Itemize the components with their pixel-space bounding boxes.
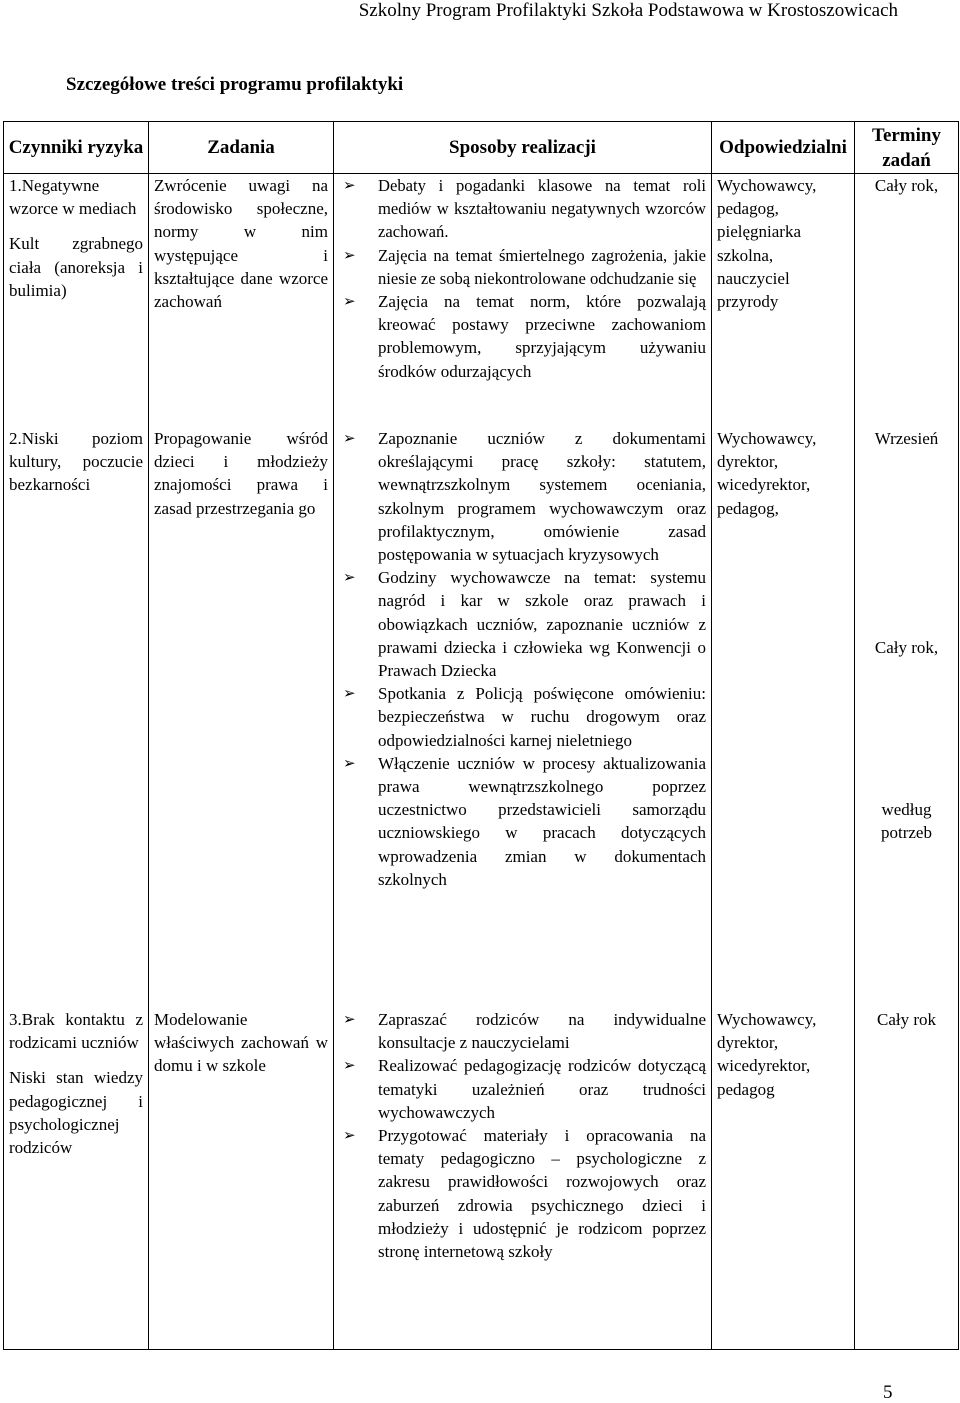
- method-text: Włączenie uczniów w procesy aktualizowania prawa wewnątrzszkolnego poprzez uczestnictwo przedstawicieli samorządu uczniowskiego w pracach dotyczących wprowadzenia zmian w dokumentach szkolnych: [378, 753, 706, 889]
- arrowhead-bullet-icon: ➢: [343, 429, 356, 447]
- deadline-1: Cały rok,: [874, 176, 939, 195]
- factor-3-lack-of-contact: 3.Brak kontaktu z rodzicami uczniów: [9, 1010, 143, 1053]
- factor-1-negative-models: 1.Negatywne wzorce w mediach: [9, 176, 137, 219]
- arrowhead-bullet-icon: ➢: [343, 176, 356, 194]
- method-text: Realizować pedagogizację rodziców dotyczącą tematyki uzależnień oraz trudności wychowawczych: [378, 1056, 706, 1122]
- page-number: 5: [883, 1382, 893, 1403]
- cell-zadania: [149, 174, 334, 1350]
- factor-3-parent-knowledge: Niski stan wiedzy pedagogicznej i psychologicznej rodziców: [9, 1068, 143, 1158]
- task-1: Zwrócenie uwagi na środowisko społeczne, normy w nim występujące i kształtujące dane wzorce zachowań: [154, 176, 328, 312]
- method-item: [339, 174, 706, 244]
- task-2: Propagowanie wśród dzieci i młodzieży znajomości prawa i zasad przestrzegania go: [154, 429, 328, 518]
- section-title: Szczegółowe treści programu profilaktyki: [66, 74, 404, 95]
- arrowhead-bullet-icon: ➢: [343, 753, 356, 772]
- method-item: [339, 427, 706, 566]
- header-zadania: Zadania: [149, 122, 334, 174]
- arrowhead-bullet-icon: ➢: [343, 1126, 356, 1145]
- method-item: [339, 1054, 706, 1124]
- cell-sposoby-realizacji: [334, 174, 712, 1350]
- method-text: Przygotować materiały i opracowania na tematy pedagogiczno – psychologiczne z zakresu prawidłowości rozwojowych oraz zaburzeń zdrowia psychicznego dzieci i młodzieży i udostępnić je rodzicom poprzez stronę internetową szkoły: [378, 1126, 706, 1262]
- method-text: Godziny wychowawcze na temat: systemu nagród i kar w szkole oraz prawach i obowiązkach uczniów, zapoznanie uczniów z prawami dziecka i człowieka wg Konwencji o Prawach Dziecka: [378, 568, 706, 681]
- methods-group-1: [339, 174, 706, 383]
- method-text: Zapoznanie uczniów z dokumentami określającymi pracę szkoły: statutem, wewnątrzszkolnym systemem oceniania, szkolnym programem wychowawczym oraz profilaktycznym, omówienie zasad postępowania w sytuacjach kryzysowych: [378, 429, 706, 565]
- factor-1: [9, 174, 143, 302]
- arrowhead-bullet-icon: ➢: [343, 568, 356, 587]
- arrowhead-bullet-icon: ➢: [343, 1010, 356, 1028]
- method-text: Zapraszać rodziców na indywidualne konsultacje z nauczycielami: [378, 1010, 706, 1053]
- method-text: Spotkania z Policją poświęcone omówieniu: bezpieczeństwa w ruchu drogowym oraz odpowiedzialności karnej nieletniego: [378, 684, 706, 750]
- header-czynniki-ryzyka: Czynniki ryzyka: [4, 122, 149, 174]
- arrowhead-bullet-icon: ➢: [343, 292, 356, 311]
- cell-odpowiedzialni: [712, 174, 855, 1350]
- arrowhead-bullet-icon: ➢: [343, 245, 356, 264]
- task-3: Modelowanie właściwych zachowań w domu i w szkole: [154, 1010, 328, 1076]
- arrowhead-bullet-icon: ➢: [343, 1056, 356, 1075]
- header-odpowiedzialni: Odpowiedzialni: [712, 122, 855, 174]
- factor-3: [9, 1008, 143, 1159]
- table-header-row: [4, 122, 959, 174]
- factor-2-low-culture: 2.Niski poziom kultury, poczucie bezkarności: [9, 429, 143, 495]
- method-item: [339, 244, 706, 290]
- method-text: Zajęcia na temat śmiertelnego zagrożenia, jakie niesie ze sobą niekontrolowane odchudzanie się: [378, 245, 706, 288]
- factor-1-body-cult: Kult zgrabnego ciała (anoreksja i bulimia): [9, 234, 143, 300]
- deadline-4: według potrzeb: [881, 800, 932, 843]
- header-terminy-zadan: Terminy zadań: [855, 122, 959, 174]
- deadline-3: Cały rok,: [874, 638, 939, 657]
- method-item: [339, 682, 706, 752]
- cell-czynniki-ryzyka: [4, 174, 149, 1350]
- responsible-3: Wychowawcy, dyrektor, wicedyrektor, pedagog: [717, 1010, 817, 1099]
- method-item: [339, 290, 706, 383]
- deadline-2: Wrzesień: [874, 429, 939, 448]
- method-item: [339, 752, 706, 891]
- arrowhead-bullet-icon: ➢: [343, 684, 356, 703]
- methods-group-3: [339, 1008, 706, 1263]
- method-item: [339, 1008, 706, 1054]
- running-header: Szkolny Program Profilaktyki Szkoła Podstawowa w Krostoszowicach: [358, 0, 898, 21]
- method-item: [339, 566, 706, 682]
- header-sposoby-realizacji: Sposoby realizacji: [334, 122, 712, 174]
- methods-group-2: [339, 427, 706, 891]
- cell-terminy: [855, 174, 959, 1350]
- table-body-row: [4, 174, 959, 1350]
- method-text: Zajęcia na temat norm, które pozwalają kreować postawy przeciwne zachowaniom problemowym, sprzyjającym używaniu środków odurzających: [378, 292, 706, 381]
- method-text: Debaty i pogadanki klasowe na temat roli mediów w kształtowaniu negatywnych wzorców zachowań.: [378, 176, 706, 242]
- prevention-program-table: [3, 121, 959, 1350]
- responsible-1: Wychowawcy, pedagog, pielęgniarka szkolna, nauczyciel przyrody: [717, 176, 817, 312]
- responsible-2: Wychowawcy, dyrektor, wicedyrektor, pedagog,: [717, 429, 817, 518]
- method-item: [339, 1124, 706, 1263]
- deadline-5: Cały rok: [876, 1010, 937, 1029]
